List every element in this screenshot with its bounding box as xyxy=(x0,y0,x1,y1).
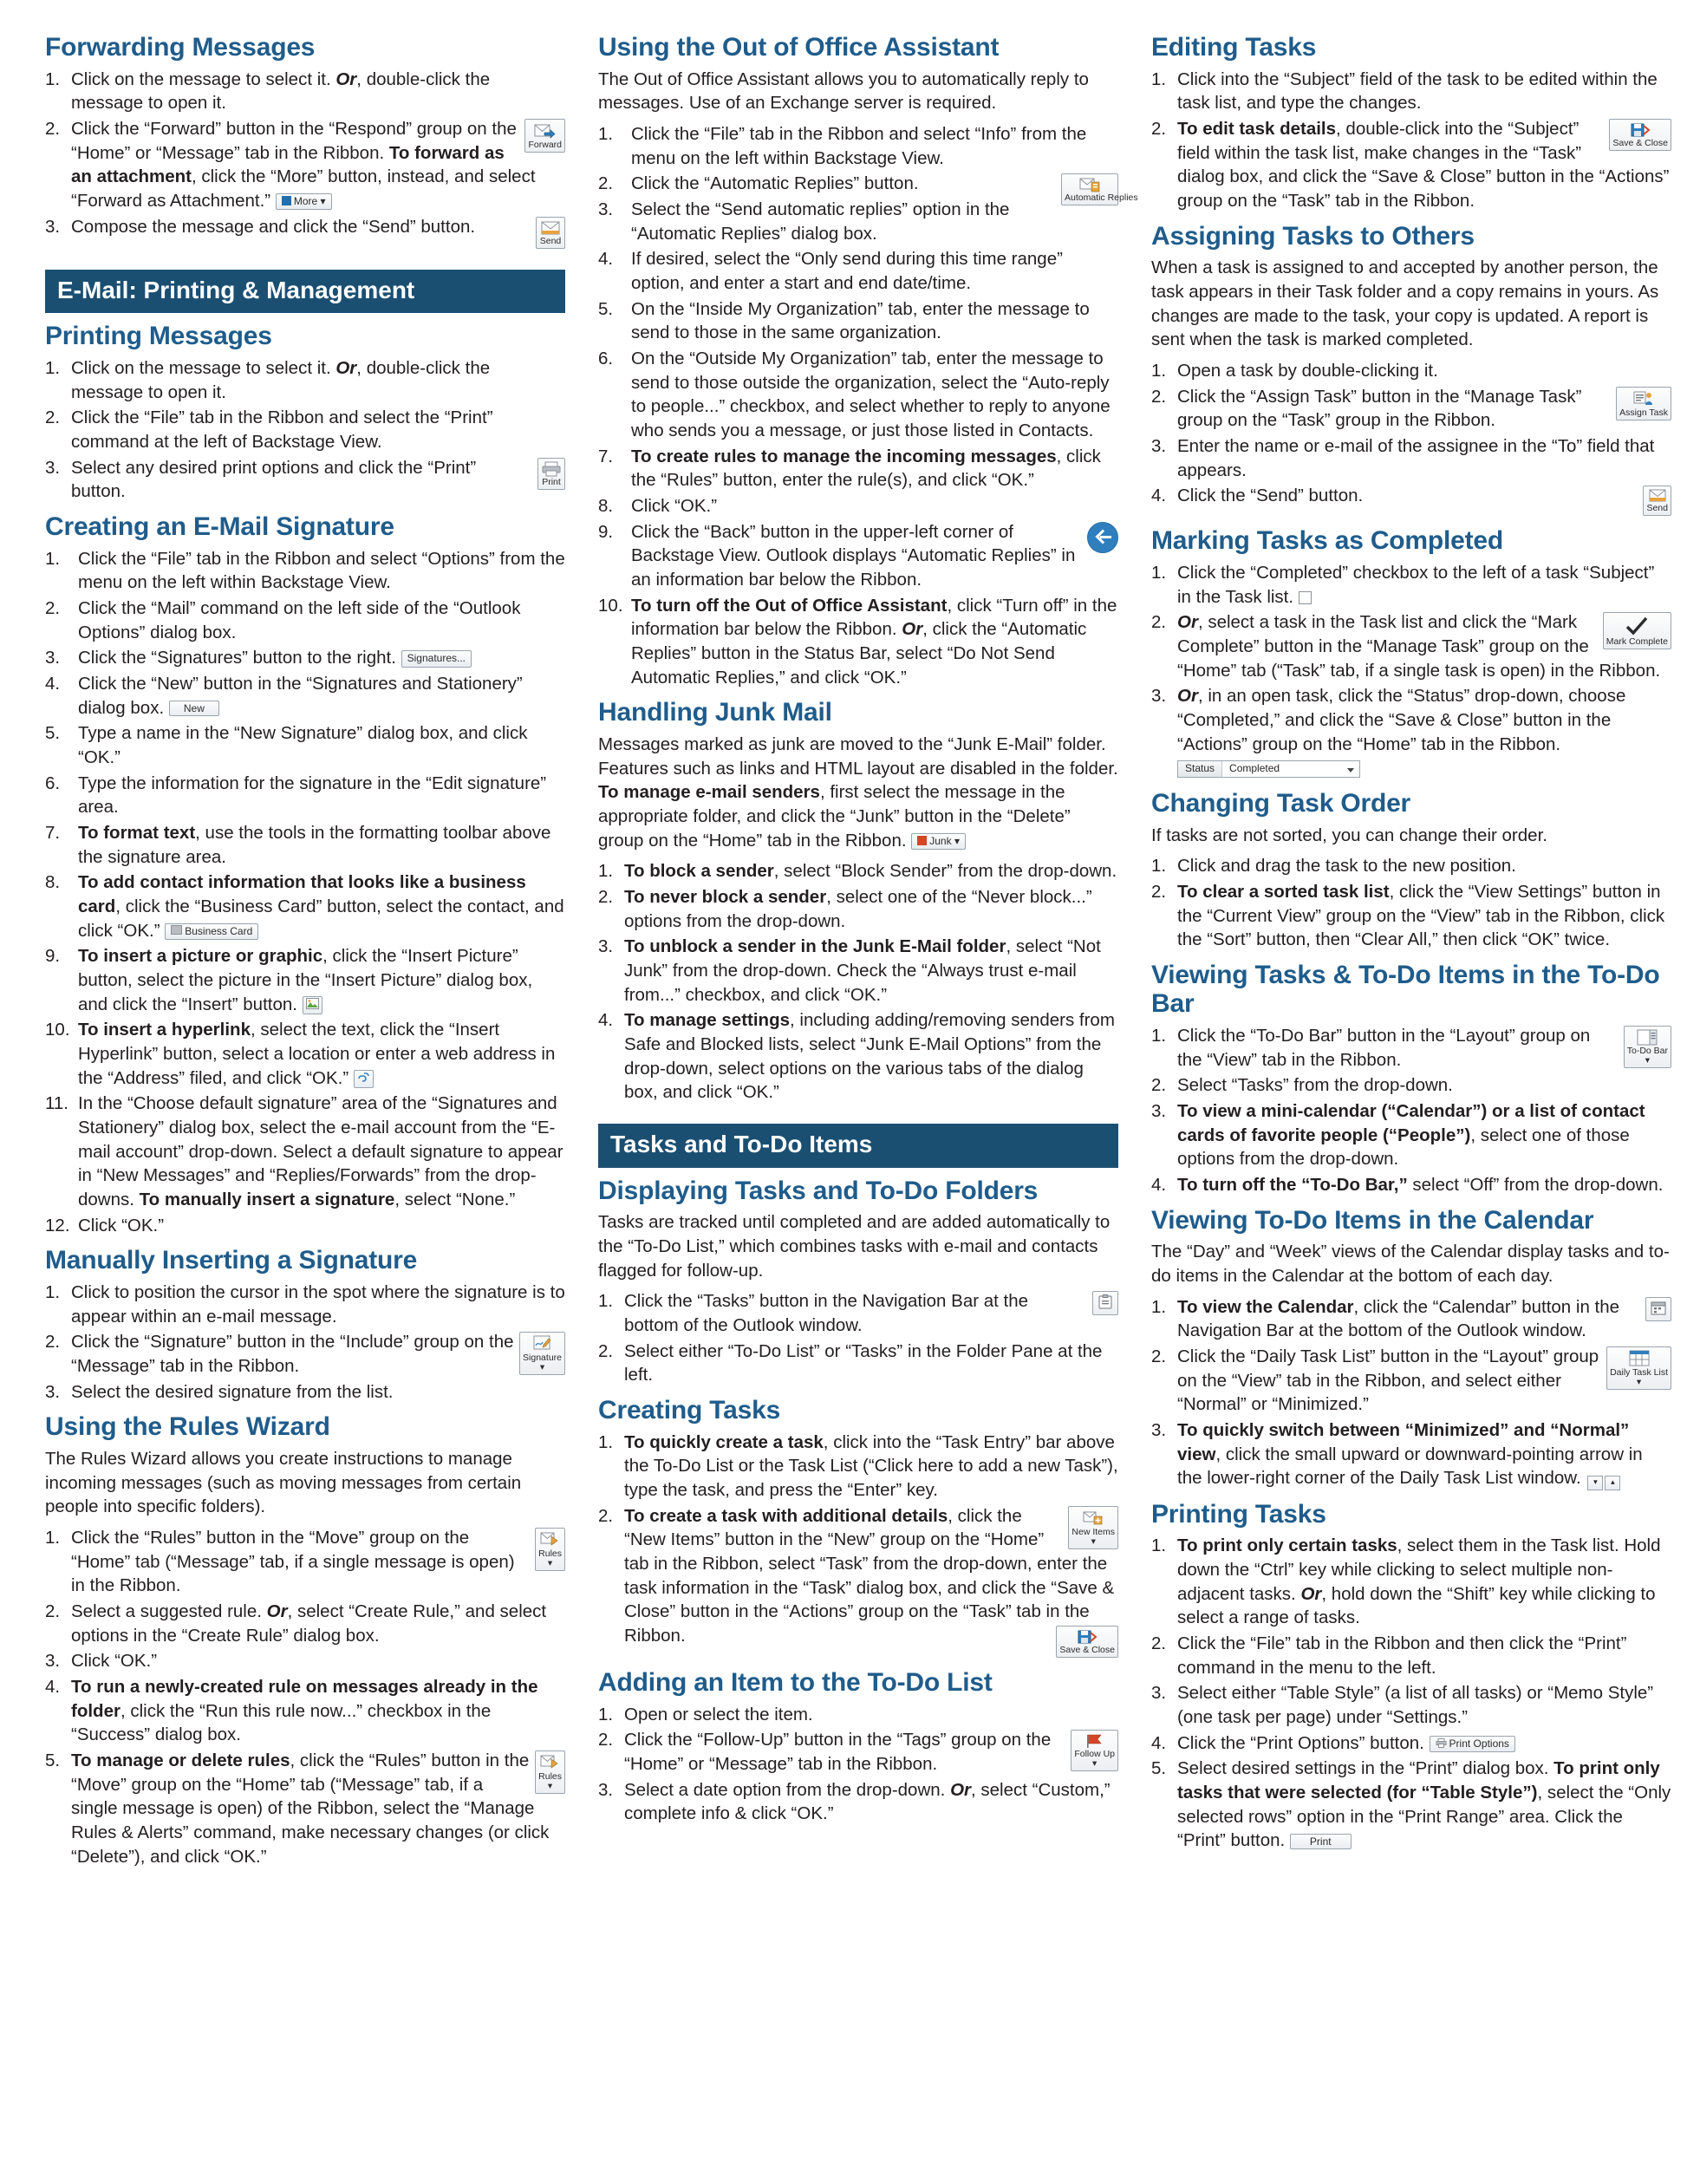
print-options-button-graphic[interactable] xyxy=(1430,1736,1515,1752)
list-item: Click into the “Subject” field of the task to be edited within the task list, and type the changes. xyxy=(1177,68,1658,114)
rules-button-caret: ▾ xyxy=(547,1558,553,1569)
list-item: Forward Click the “Forward” button in the “Respond” group on the “Home” or “Message” tab in the Ribbon. To forward as an attachment, click the “More” button, instead, and select “Forward as Attachment.” More ▾ xyxy=(45,117,565,213)
column-three xyxy=(1151,33,1671,1861)
list-item: Click “OK.” xyxy=(631,496,718,517)
list-item: Click the “File” tab in the Ribbon and select “Info” from the menu on the left within Backstage View. xyxy=(631,123,1087,168)
steps-displaying-tasks xyxy=(598,1289,1118,1387)
print-dialog-button-graphic[interactable] xyxy=(1290,1834,1352,1849)
status-dropdown-graphic[interactable] xyxy=(1177,760,1360,778)
list-item: To clear a sorted task list, click the “View Settings” button in the “Current View” group on the “View” tab in the Ribbon, click the “Sort” button, then “Clear All,” then click “OK” twice. xyxy=(1177,881,1665,950)
list-item: To turn off the Out of Office Assistant, click “Turn off” in the information bar below the Ribbon. Or, click the “Automatic Replies” button in the Status Bar, select “Do Not Send Automatic Replies,” and click “OK.” xyxy=(631,595,1117,688)
status-dropdown-value: Completed xyxy=(1222,761,1359,777)
list-item: Select desired settings in the “Print” dialog box. To print only tasks that were selected (for “Table Style”), select the “Only selected rows” option in the “Print Range” area. Click the “Print” button. Print xyxy=(1177,1758,1671,1851)
list-item: Send Compose the message and click the “Send” button. xyxy=(45,215,565,251)
list-item: To never block a sender, select one of the “Never block...” options from the drop-down. xyxy=(624,887,1092,931)
rules-button-label: Rules xyxy=(538,1548,562,1560)
intro-displaying-tasks: Tasks are tracked until completed and are added automatically to the “To-Do List,” which combines tasks with e-mail and contacts flagged for follow-up. xyxy=(598,1212,1111,1281)
send-icon xyxy=(1648,489,1667,503)
section-heading-marking-tasks-completed: Marking Tasks as Completed xyxy=(1151,526,1504,556)
list-item: Select either “Table Style” (a list of all tasks) or “Memo Style” (one task per page) under “Settings.” xyxy=(1177,1683,1654,1728)
section-heading-assigning-tasks: Assigning Tasks to Others xyxy=(1151,221,1475,251)
three-column-layout xyxy=(45,33,1671,1877)
send-button-label: Send xyxy=(539,235,562,246)
todo-bar-icon xyxy=(1637,1029,1658,1046)
section-heading-displaying-tasks: Displaying Tasks and To-Do Folders xyxy=(598,1176,1039,1205)
intro-changing-task-order: If tasks are not sorted, you can change their order. xyxy=(1151,825,1547,845)
list-item: Click the “Completed” checkbox to the left of a task “Subject” in the Task list. xyxy=(1177,562,1655,607)
steps-creating-tasks xyxy=(598,1431,1118,1659)
intro-handling-junk-mail: Messages marked as junk are moved to the “Junk E-Mail” folder. Features such as links and HTML layout are disabled in the folder. To manage e-mail senders, first select the message in the appropriate folder, and click the “Junk” button in the “Delete” group on the “Home” tab in the Ribbon. Junk ▾ xyxy=(598,733,1118,851)
save-close-task-button-graphic[interactable] xyxy=(1609,119,1671,151)
steps-marking-tasks-completed xyxy=(1151,561,1671,780)
list-item: Click the “Back” button in the upper-left corner of Backstage View. Outlook displays “Automatic Replies” in an information bar below the Ribbon. xyxy=(598,520,1118,592)
list-item: Type the information for the signature in the “Edit signature” area. xyxy=(78,773,547,818)
list-item: Mark Complete Or, select a task in the Task list and click the “Mark Complete” button in the “Manage Task” group on the “Home” tab (“Task” tab, if a single task is open) in the Ribbon. xyxy=(1151,610,1671,682)
list-item: To quickly switch between “Minimized” and “Normal” view, click the small upward or downward-pointing arrow in the lower-right corner of the Daily Task List window. ▾ ▴ xyxy=(1151,1418,1671,1491)
section-heading-manually-inserting-signature: Manually Inserting a Signature xyxy=(45,1246,418,1275)
print-dialog-button-label: Print xyxy=(1309,1835,1332,1848)
list-item: Rules ▾ To manage or delete rules, click the “Rules” button in the “Move” group on the “Home” tab (“Message” tab, if a single message is open) of the Ribbon, select the “Manage Rules & Alerts” command, make necessary changes (or click “Delete”), and click “OK.” xyxy=(45,1749,565,1868)
steps-assigning-tasks xyxy=(1151,359,1671,518)
rules-manage-button-graphic[interactable] xyxy=(535,1750,565,1794)
list-item: Click and drag the task to the new position. xyxy=(1177,856,1516,877)
steps-using-rules-wizard xyxy=(45,1526,565,1868)
list-item: Follow Up ▾ Click the “Follow-Up” button in the “Tags” group on the “Home” or “Message” tab in the Ribbon. xyxy=(598,1728,1118,1776)
list-item: Open or select the item. xyxy=(624,1704,813,1724)
print-button-label: Print xyxy=(542,476,561,487)
save-close-icon xyxy=(1630,122,1651,138)
rules-manage-button-label: Rules xyxy=(538,1771,562,1783)
list-item: Click “OK.” xyxy=(78,1215,165,1235)
steps-creating-email-signature xyxy=(45,547,565,1238)
printer-icon xyxy=(1436,1738,1447,1748)
list-item: To view the Calendar, click the “Calendar” button in the Navigation Bar at the bottom of the Outlook window. xyxy=(1151,1295,1671,1343)
calendar-icon xyxy=(1651,1301,1666,1315)
printer-icon xyxy=(541,461,562,477)
list-item: Click the “Mail” command on the left side of the “Outlook Options” dialog box. xyxy=(78,598,521,642)
list-item: Click the “File” tab in the Ribbon and select “Options” from the menu on the left within Backstage View. xyxy=(78,548,565,593)
list-item: Print Select any desired print options and click the “Print” button. xyxy=(45,456,565,504)
send-task-button-label: Send xyxy=(1646,503,1668,514)
junk-button-graphic[interactable]: Junk ▾ xyxy=(911,833,966,850)
junk-button-label: Junk xyxy=(929,834,952,847)
section-heading-creating-tasks: Creating Tasks xyxy=(598,1396,781,1425)
follow-up-button-label: Follow Up xyxy=(1074,1749,1115,1760)
section-heading-viewing-tasks-todo-bar: Viewing Tasks & To-Do Items in the To-Do Bar xyxy=(1151,960,1660,1019)
new-items-button-graphic[interactable] xyxy=(1068,1506,1118,1549)
checkmark-icon xyxy=(1624,616,1650,636)
new-items-icon xyxy=(1082,1509,1104,1527)
assign-task-icon xyxy=(1632,390,1655,407)
signature-button-caret: ▾ xyxy=(539,1362,545,1373)
new-button-graphic[interactable] xyxy=(169,701,219,716)
rules-icon xyxy=(539,1531,562,1548)
todo-bar-button-label: To-Do Bar xyxy=(1626,1046,1668,1057)
list-item: To print only certain tasks, select them in the Task list. Hold down the “Ctrl” key while clicking to select multiple non-adjacent tasks. Or, hold down the “Shift” key while clicking to select a range of tasks. xyxy=(1177,1535,1661,1628)
rules-button-graphic[interactable] xyxy=(535,1528,565,1571)
print-button-graphic[interactable] xyxy=(537,458,565,490)
save-close-icon xyxy=(1077,1629,1098,1645)
column-one xyxy=(45,33,565,1877)
daily-task-list-button-label: Daily Task List xyxy=(1610,1367,1668,1379)
steps-handling-junk-mail xyxy=(598,859,1118,1105)
list-item: Click the “Print Options” button. Print Options xyxy=(1151,1731,1671,1756)
list-item: Click to position the cursor in the spot where the signature is to appear within an e-mail message. xyxy=(71,1282,565,1327)
automatic-replies-button-label: Automatic Replies xyxy=(1065,192,1138,204)
todo-bar-button-graphic[interactable] xyxy=(1624,1026,1671,1068)
rules-manage-button-caret: ▾ xyxy=(547,1781,553,1792)
follow-up-button-graphic[interactable] xyxy=(1071,1730,1118,1771)
save-close-button-graphic[interactable] xyxy=(1056,1626,1118,1658)
section-heading-creating-email-signature: Creating an E-Mail Signature xyxy=(45,512,394,542)
section-heading-adding-item-todo-list: Adding an Item to the To-Do List xyxy=(598,1668,993,1698)
business-card-button-graphic[interactable] xyxy=(165,923,258,940)
list-item: Open a task by double-clicking it. xyxy=(1177,360,1438,381)
follow-up-button-caret: ▾ xyxy=(1092,1758,1098,1770)
new-items-button-label: New Items xyxy=(1071,1526,1115,1537)
picture-icon xyxy=(306,998,319,1009)
save-close-task-button-label: Save & Close xyxy=(1612,137,1668,148)
intro-assigning-tasks: When a task is assigned to and accepted by another person, the task appears in their Task folder and a copy remains in yours. As changes are made to the task, your copy is updated. A report is sent when the task is marked completed. xyxy=(1151,258,1659,350)
daily-task-list-icon xyxy=(1628,1350,1651,1367)
section-heading-out-of-office-assistant: Using the Out of Office Assistant xyxy=(598,33,1000,62)
list-item: Select the “Send automatic replies” option in the “Automatic Replies” dialog box. xyxy=(631,199,1010,244)
signature-button-label: Signature xyxy=(523,1353,562,1364)
assign-task-button-label: Assign Task xyxy=(1619,407,1668,418)
print-options-button-label: Print Options xyxy=(1449,1737,1509,1750)
list-item: To insert a hyperlink, select the text, click the “Insert Hyperlink” button, select a location or enter a web address in the “Address” filed, and click “OK.” xyxy=(78,1020,556,1088)
list-item: Click the “Tasks” button in the Navigation Bar at the bottom of the Outlook window. xyxy=(598,1289,1118,1337)
list-item: To create rules to manage the incoming messages, click the “Rules” button, enter the rule(s), and click “OK.” xyxy=(631,446,1101,491)
insert-picture-button-graphic[interactable] xyxy=(303,996,322,1014)
automatic-replies-icon xyxy=(1079,177,1100,192)
more-button-graphic[interactable]: More ▾ xyxy=(276,193,332,210)
todo-bar-button-caret: ▾ xyxy=(1645,1055,1650,1066)
list-item: Send Click the “Send” button. xyxy=(1151,484,1671,518)
section-heading-using-rules-wizard: Using the Rules Wizard xyxy=(45,1412,330,1442)
list-item: To manage settings, including adding/removing senders from Safe and Blocked lists, select “Junk E-Mail Options” from the drop-down, select options on the various tabs of the dialog box, and click “OK.” xyxy=(624,1010,1115,1103)
list-item: Automatic Replies Click the “Automatic Replies” button. xyxy=(598,172,1118,196)
insert-hyperlink-button-graphic[interactable] xyxy=(354,1070,374,1087)
list-item: To unblock a sender in the Junk E-Mail folder, select “Not Junk” from the drop-down. Check the “Always trust e-mail from...” checkbox, and click “OK.” xyxy=(624,936,1101,1005)
section-heading-editing-tasks: Editing Tasks xyxy=(1151,33,1317,62)
list-item: To quickly create a task, click into the “Task Entry” bar above the To-Do List or the Task List (“Click here to add a new Task”), type the task, and press the “Enter” key. xyxy=(624,1431,1118,1501)
banner-email-printing-management: E-Mail: Printing & Management xyxy=(45,270,565,314)
steps-viewing-tasks-todo-bar xyxy=(1151,1024,1671,1197)
list-item: New Items ▾ To create a task with additional details, click the “New Items” button in the “New” group on the “Home” tab in the Ribbon, select “Task” from the drop-down, enter the task information in the “Task” dialog box, and click the “Save & Close” button in the “Actions” group on the “Task” tab in the Ribbon. Save & Close xyxy=(598,1504,1118,1659)
list-item: In the “Choose default signature” area of the “Signatures and Stationery” dialog box, select the e-mail account from the “E-mail account” drop-down. Select a default signature to appear in “New Messages” and “Replies/Forwards” from the drop-downs. To manually insert a signature, select “None.” xyxy=(78,1093,563,1210)
intro-using-rules-wizard: The Rules Wizard allows you create instructions to manage incoming messages (such as moving messages from certain people into specific folders). xyxy=(45,1449,522,1517)
daily-task-list-button-graphic[interactable] xyxy=(1606,1346,1671,1390)
list-item: On the “Inside My Organization” tab, enter the message to send to those in the same organization. xyxy=(631,298,1090,343)
section-heading-forwarding-messages: Forwarding Messages xyxy=(45,33,316,62)
back-button-graphic[interactable] xyxy=(1087,522,1118,553)
completed-checkbox-graphic[interactable] xyxy=(1299,591,1312,604)
tasks-navigation-button-graphic[interactable] xyxy=(1092,1291,1118,1315)
more-button-label: More xyxy=(293,194,318,207)
flag-icon xyxy=(1084,1733,1105,1749)
new-button-label: New xyxy=(183,702,205,715)
steps-forwarding-messages xyxy=(45,68,565,251)
list-item: Type a name in the “New Signature” dialog box, and click “OK.” xyxy=(78,723,528,768)
steps-changing-task-order xyxy=(1151,854,1671,952)
intro-viewing-todo-calendar: The “Day” and “Week” views of the Calendar display tasks and to-do items in the Calendar at the bottom of each day. xyxy=(1151,1242,1670,1287)
column-two xyxy=(598,33,1138,1835)
calendar-navigation-button-graphic[interactable] xyxy=(1645,1297,1671,1321)
forward-button-graphic[interactable] xyxy=(524,119,565,153)
list-item: Click on the message to select it. Or, double-click the message to open it. xyxy=(71,68,491,114)
list-item: Click the “Signatures” button to the right. Signatures... xyxy=(45,646,565,670)
list-item: Select the desired signature from the list. xyxy=(71,1381,394,1402)
send-button-graphic[interactable] xyxy=(536,217,565,249)
list-item: Or, in an open task, click the “Status” drop-down, choose “Completed,” and click the “Save & Close” button in the “Actions” group on the “Home” tab in the Ribbon. Status Completed xyxy=(1151,684,1671,780)
status-dropdown-label: Status xyxy=(1178,761,1222,777)
list-item: To turn off the “To-Do Bar,” select “Off” from the drop-down. xyxy=(1177,1175,1664,1196)
list-item: To format text, use the tools in the formatting toolbar above the signature area. xyxy=(78,823,551,867)
section-heading-printing-messages: Printing Messages xyxy=(45,322,272,351)
list-item: On the “Outside My Organization” tab, enter the message to send to those outside the organization, select the “Auto-reply to people...” checkbox, and select whether to reply to anyone who sends you a message, or just those listed in Contacts. xyxy=(631,348,1111,440)
list-item: To-Do Bar ▾ Click the “To-Do Bar” button in the “Layout” group on the “View” tab in the Ribbon. xyxy=(1151,1024,1671,1072)
send-task-button-graphic[interactable] xyxy=(1643,486,1671,516)
list-item: Select a suggested rule. Or, select “Create Rule,” and select options in the “Create Rule” dialog box. xyxy=(71,1601,547,1646)
steps-printing-messages xyxy=(45,356,565,504)
steps-out-of-office-assistant xyxy=(598,122,1138,689)
minimize-restore-arrows-graphic[interactable] xyxy=(1586,1467,1620,1491)
list-item: To insert a picture or graphic, click the “Insert Picture” button, select the picture in the “Insert Picture” dialog box, and click the “Insert” button. xyxy=(78,946,533,1014)
list-item: Click the “File” tab in the Ribbon and then click the “Print” command in the menu to the left. xyxy=(1177,1633,1627,1678)
list-item: To block a sender, select “Block Sender” from the drop-down. xyxy=(624,861,1117,882)
list-item: To view a mini-calendar (“Calendar”) or a list of contact cards of favorite people (“People”), select one of those options from the drop-down. xyxy=(1177,1101,1645,1170)
list-item: Assign Task Click the “Assign Task” button in the “Manage Task” group on the “Task” group in the Ribbon. xyxy=(1151,385,1671,433)
steps-editing-tasks xyxy=(1151,68,1671,213)
assign-task-button-graphic[interactable] xyxy=(1616,387,1671,421)
list-item: Daily Task List ▾ Click the “Daily Task List” button in the “Layout” group on the “View” tab in the Ribbon, and select either “Normal” or “Minimized.” xyxy=(1151,1345,1671,1417)
steps-manually-inserting-signature xyxy=(45,1281,565,1404)
list-item: Rules ▾ Click the “Rules” button in the “Move” group on the “Home” tab (“Message” tab, if a single message is open) in the Ribbon. xyxy=(45,1526,565,1598)
list-item: Click “OK.” xyxy=(71,1651,158,1672)
steps-viewing-todo-calendar xyxy=(1151,1295,1671,1491)
rules-icon xyxy=(539,1754,562,1771)
business-card-button-label: Business Card xyxy=(185,924,253,937)
section-heading-handling-junk-mail: Handling Junk Mail xyxy=(598,698,832,727)
list-item: Enter the name or e-mail of the assignee in the “To” field that appears. xyxy=(1177,435,1655,480)
list-item: Click the “New” button in the “Signatures and Stationery” dialog box. New xyxy=(78,674,523,718)
clipboard-icon xyxy=(1098,1294,1113,1309)
mark-complete-button-label: Mark Complete xyxy=(1606,636,1668,648)
chevron-down-icon[interactable]: ▾ xyxy=(1587,1476,1603,1490)
list-item: Save & Close To edit task details, double-click into the “Subject” field within the task list, make changes in the “Task” dialog box, and click the “Save & Close” button in the “Actions” group on the “Task” tab in the Ribbon. xyxy=(1151,117,1671,213)
forward-button-label: Forward xyxy=(528,139,562,150)
list-item: To run a newly-created rule on messages already in the folder, click the “Run this rule now...” checkbox in the “Success” dialog box. xyxy=(71,1677,538,1745)
chevron-up-icon[interactable]: ▴ xyxy=(1605,1476,1620,1490)
list-item: If desired, select the “Only send during this time range” option, and enter a start and end date/time. xyxy=(631,249,1063,293)
signature-icon xyxy=(531,1335,554,1353)
list-item: To add contact information that looks like a business card, click the “Business Card” button, select the contact, and click “OK.” Business Card xyxy=(78,872,564,941)
save-close-button-label: Save & Close xyxy=(1059,1645,1115,1656)
list-item: Select “Tasks” from the drop-down. xyxy=(1177,1075,1453,1096)
send-icon xyxy=(539,220,562,236)
section-heading-changing-task-order: Changing Task Order xyxy=(1151,788,1411,818)
mark-complete-button-graphic[interactable] xyxy=(1603,612,1671,649)
steps-adding-item-todo-list xyxy=(598,1703,1118,1826)
forward-icon xyxy=(534,122,557,140)
list-item: Select a date option from the drop-down. Or, select “Custom,” complete info & click “OK.” xyxy=(624,1779,1111,1824)
hyperlink-icon xyxy=(357,1072,370,1083)
list-item: Select either “To-Do List” or “Tasks” in the Folder Pane at the left. xyxy=(624,1340,1103,1385)
section-heading-viewing-todo-calendar: Viewing To-Do Items in the Calendar xyxy=(1151,1205,1594,1235)
intro-out-of-office-assistant: The Out of Office Assistant allows you to automatically reply to messages. Use of an Exchange server is required. xyxy=(598,68,1089,114)
new-items-button-caret: ▾ xyxy=(1091,1535,1096,1547)
list-item: Signature ▾ Click the “Signature” button in the “Include” group on the “Message” tab in the Ribbon. xyxy=(45,1330,565,1378)
signature-button-graphic[interactable] xyxy=(519,1332,565,1375)
list-item: Click on the message to select it. Or, double-click the message to open it. xyxy=(71,358,491,402)
list-item: Click the “File” tab in the Ribbon and select the “Print” command at the left of Backstage View. xyxy=(71,407,493,453)
steps-printing-tasks xyxy=(1151,1534,1671,1853)
banner-tasks-and-todo-items: Tasks and To-Do Items xyxy=(598,1124,1118,1168)
daily-task-list-button-caret: ▾ xyxy=(1636,1377,1642,1388)
signatures-button-label: Signatures... xyxy=(407,652,466,665)
section-heading-printing-tasks: Printing Tasks xyxy=(1151,1499,1326,1529)
signatures-button-graphic[interactable] xyxy=(401,650,472,667)
